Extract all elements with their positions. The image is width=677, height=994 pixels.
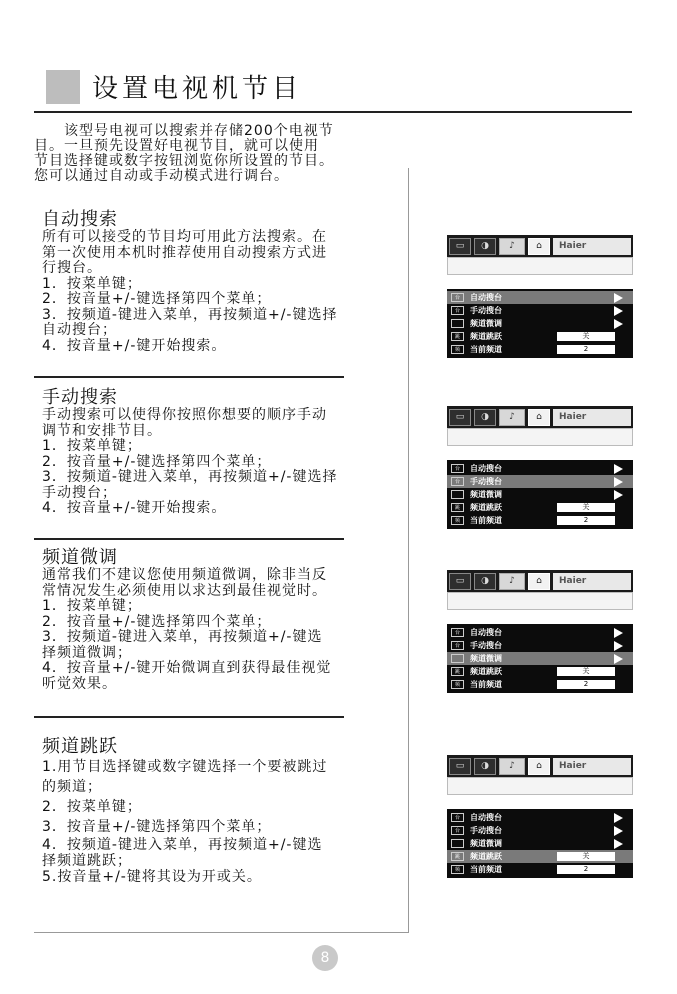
section-body	[42, 408, 402, 517]
page-number: 8	[312, 945, 338, 971]
section-title: 手动搜索	[42, 387, 118, 408]
body-line: 4．按音量+/-键开始搜索。	[42, 337, 227, 354]
section-body	[42, 230, 402, 354]
channel-icon: 频	[451, 345, 464, 354]
intro-line: 节目选择键或数字按钮浏览你所设置的节目。	[34, 153, 334, 169]
menu-icon-bar	[447, 406, 633, 428]
menu-row-label: 手动搜台	[470, 477, 502, 486]
channel-value: 2	[557, 345, 615, 354]
skip-value: 关	[557, 332, 615, 341]
menu-row-auto-search	[447, 811, 633, 824]
body-line: 3．按频道-键进入菜单，再按频道+/-键选择	[42, 306, 338, 323]
antenna-icon: ⌂	[528, 573, 550, 590]
body-line: 4．按音量+/-键开始搜索。	[42, 500, 227, 516]
body-line: 1．按菜单键；	[42, 438, 142, 454]
skip-icon: 跳	[451, 332, 464, 341]
section-manual-search	[42, 388, 402, 517]
tuner-icon: 台	[451, 306, 464, 315]
arrow-right-icon	[614, 654, 623, 664]
section-title: 频道跳跃	[42, 736, 118, 757]
intro-line: 目。一旦预先设置好电视节目，就可以使用	[34, 138, 319, 154]
sound-icon: ♪	[499, 758, 525, 775]
body-line: 3．按频道-键进入菜单，再按频道+/-键选	[42, 629, 323, 645]
menu-row-label: 手动搜台	[470, 306, 502, 315]
picture-icon: ▭	[449, 573, 471, 590]
arrow-right-icon	[614, 306, 623, 316]
menu-row-label: 频道微调	[470, 319, 502, 328]
menu-row-label: 频道微调	[470, 490, 502, 499]
menu-row-label: 自动搜台	[470, 464, 502, 473]
menu-row-label: 手动搜台	[470, 641, 502, 650]
tv-menu-screenshot	[447, 570, 633, 693]
arrow-right-icon	[614, 490, 623, 500]
section-body	[42, 568, 402, 692]
antenna-icon: ⌂	[528, 758, 550, 775]
menu-row-channel-skip	[447, 330, 633, 343]
channel-icon: 频	[451, 865, 464, 874]
menu-row-current-channel	[447, 514, 633, 527]
menu-row-label: 自动搜台	[470, 628, 502, 637]
menu-row-fine-tune	[447, 837, 633, 850]
menu-icon-bar	[447, 570, 633, 592]
menu-row-label: 频道跳跃	[470, 852, 502, 861]
body-line: 手动搜索可以使得你按照你想要的顺序手动	[42, 407, 327, 423]
menu-row-current-channel	[447, 678, 633, 691]
skip-icon: 跳	[451, 667, 464, 676]
tuner-icon: 台	[451, 641, 464, 650]
menu-row-manual-search	[447, 304, 633, 317]
body-line: 行搜台。	[42, 260, 102, 276]
page-title: 设置电视机节目	[92, 74, 303, 104]
sound-icon: ♪	[499, 238, 525, 255]
body-line: 调节和安排节目。	[42, 422, 162, 439]
body-line: 自动搜台；	[42, 322, 117, 338]
contrast-icon: ◑	[474, 238, 496, 255]
menu-row-label: 当前频道	[470, 680, 502, 689]
haier-logo: Haier	[553, 409, 631, 426]
body-line: 3．按频道-键进入菜单，再按频道+/-键选择	[42, 469, 338, 485]
tuner-icon: 台	[451, 477, 464, 486]
body-line: 4．按频道-键进入菜单，再按频道+/-键选	[42, 837, 323, 853]
contrast-icon: ◑	[474, 573, 496, 590]
channel-value: 2	[557, 680, 615, 689]
arrow-right-icon	[614, 839, 623, 849]
menu-row-label: 当前频道	[470, 865, 502, 874]
menu-row-manual-search	[447, 824, 633, 837]
menu-row-label: 自动搜台	[470, 813, 502, 822]
intro-paragraph	[34, 124, 399, 184]
menu-row-auto-search	[447, 462, 633, 475]
column-divider	[408, 168, 409, 932]
menu-row-channel-skip	[447, 501, 633, 514]
body-line: 2．按音量+/-键选择第四个菜单；	[42, 613, 272, 630]
arrow-right-icon	[614, 641, 623, 651]
body-line: 手动搜台；	[42, 484, 117, 501]
arrow-right-icon	[614, 813, 623, 823]
menu-list	[447, 460, 633, 529]
menu-list	[447, 624, 633, 693]
body-line: 所有可以接受的节目均可用此方法搜索。在	[42, 229, 327, 245]
body-line: 1.用节目选择键或数字键选择一个要被跳过	[42, 759, 328, 775]
menu-blank-field	[447, 592, 633, 610]
contrast-icon: ◑	[474, 758, 496, 775]
menu-row-label: 自动搜台	[470, 293, 502, 302]
bottom-divider	[34, 932, 409, 933]
menu-row-current-channel	[447, 343, 633, 356]
tuner-icon: 台	[451, 628, 464, 637]
antenna-icon: ⌂	[528, 238, 550, 255]
arrow-right-icon	[614, 293, 623, 303]
screen-icon	[451, 490, 464, 499]
menu-row-current-channel	[447, 863, 633, 876]
tuner-icon: 台	[451, 464, 464, 473]
channel-icon: 频	[451, 516, 464, 525]
channel-value: 2	[557, 865, 615, 874]
haier-logo: Haier	[553, 238, 631, 255]
menu-icon-bar	[447, 755, 633, 777]
screen-icon	[451, 319, 464, 328]
body-line: 2．按音量+/-键选择第四个菜单；	[42, 291, 272, 307]
body-line: 1．按菜单键；	[42, 275, 142, 292]
body-line: 择频道微调；	[42, 644, 132, 661]
title-divider	[34, 111, 632, 113]
skip-value: 关	[557, 852, 615, 861]
body-line: 3．按音量+/-键选择第四个菜单；	[42, 819, 272, 835]
arrow-right-icon	[614, 477, 623, 487]
menu-row-fine-tune	[447, 488, 633, 501]
picture-icon: ▭	[449, 238, 471, 255]
menu-row-auto-search	[447, 626, 633, 639]
antenna-icon: ⌂	[528, 409, 550, 426]
body-line: 通常我们不建议您使用频道微调，除非当反	[42, 567, 327, 583]
contrast-icon: ◑	[474, 409, 496, 426]
picture-icon: ▭	[449, 409, 471, 426]
body-line: 的频道；	[42, 779, 102, 795]
menu-row-label: 频道跳跃	[470, 332, 502, 341]
body-line: 听觉效果。	[42, 675, 117, 692]
skip-value: 关	[557, 503, 615, 512]
menu-row-auto-search	[447, 291, 633, 304]
body-line: 1．按菜单键；	[42, 598, 142, 614]
picture-icon: ▭	[449, 758, 471, 775]
tv-menu-screenshot	[447, 235, 633, 358]
section-auto-search	[42, 210, 402, 354]
tuner-icon: 台	[451, 813, 464, 822]
menu-row-label: 手动搜台	[470, 826, 502, 835]
menu-row-channel-skip	[447, 850, 633, 863]
menu-row-label: 频道跳跃	[470, 503, 502, 512]
sound-icon: ♪	[499, 409, 525, 426]
arrow-right-icon	[614, 628, 623, 638]
body-line: 常情况发生必须使用以求达到最佳视觉时。	[42, 582, 327, 599]
menu-row-label: 频道跳跃	[470, 667, 502, 676]
section-title: 频道微调	[42, 547, 118, 568]
section-channel-skip	[42, 737, 402, 885]
section-fine-tune	[42, 548, 402, 692]
section-title: 自动搜索	[42, 209, 118, 230]
tv-menu-screenshot	[447, 406, 633, 529]
menu-row-label: 频道微调	[470, 839, 502, 848]
menu-blank-field	[447, 777, 633, 795]
section-divider	[34, 716, 344, 718]
menu-row-channel-skip	[447, 665, 633, 678]
menu-row-label: 当前频道	[470, 345, 502, 354]
sound-icon: ♪	[499, 573, 525, 590]
skip-value: 关	[557, 667, 615, 676]
skip-icon: 跳	[451, 503, 464, 512]
skip-icon: 跳	[451, 852, 464, 861]
section-divider	[34, 376, 344, 378]
haier-logo: Haier	[553, 758, 631, 775]
menu-row-label: 频道微调	[470, 654, 502, 663]
tv-menu-screenshot	[447, 755, 633, 878]
intro-line: 该型号电视可以搜索并存储200个电视节	[34, 123, 334, 139]
menu-row-manual-search	[447, 639, 633, 652]
body-line: 4．按音量+/-键开始微调直到获得最佳视觉	[42, 660, 332, 676]
section-divider	[34, 538, 344, 540]
screen-icon	[451, 839, 464, 848]
screen-icon	[451, 654, 464, 663]
section-body	[42, 757, 402, 885]
intro-line: 您可以通过自动或手动模式进行调台。	[34, 168, 289, 184]
menu-row-fine-tune	[447, 652, 633, 665]
menu-list	[447, 289, 633, 358]
arrow-right-icon	[614, 826, 623, 836]
menu-row-manual-search	[447, 475, 633, 488]
body-line: 择频道跳跃；	[42, 853, 132, 869]
menu-row-label: 当前频道	[470, 516, 502, 525]
menu-blank-field	[447, 257, 633, 275]
haier-logo: Haier	[553, 573, 631, 590]
body-line: 2．按菜单键；	[42, 799, 142, 815]
tuner-icon: 台	[451, 826, 464, 835]
menu-icon-bar	[447, 235, 633, 257]
menu-row-fine-tune	[447, 317, 633, 330]
menu-blank-field	[447, 428, 633, 446]
title-marker	[46, 70, 80, 104]
tuner-icon: 台	[451, 293, 464, 302]
body-line: 2．按音量+/-键选择第四个菜单；	[42, 453, 272, 470]
arrow-right-icon	[614, 319, 623, 329]
arrow-right-icon	[614, 464, 623, 474]
body-line: 5.按音量+/-键将其设为开或关。	[42, 869, 262, 885]
menu-list	[447, 809, 633, 878]
body-line: 第一次使用本机时推荐使用自动搜索方式进	[42, 244, 327, 261]
channel-value: 2	[557, 516, 615, 525]
channel-icon: 频	[451, 680, 464, 689]
